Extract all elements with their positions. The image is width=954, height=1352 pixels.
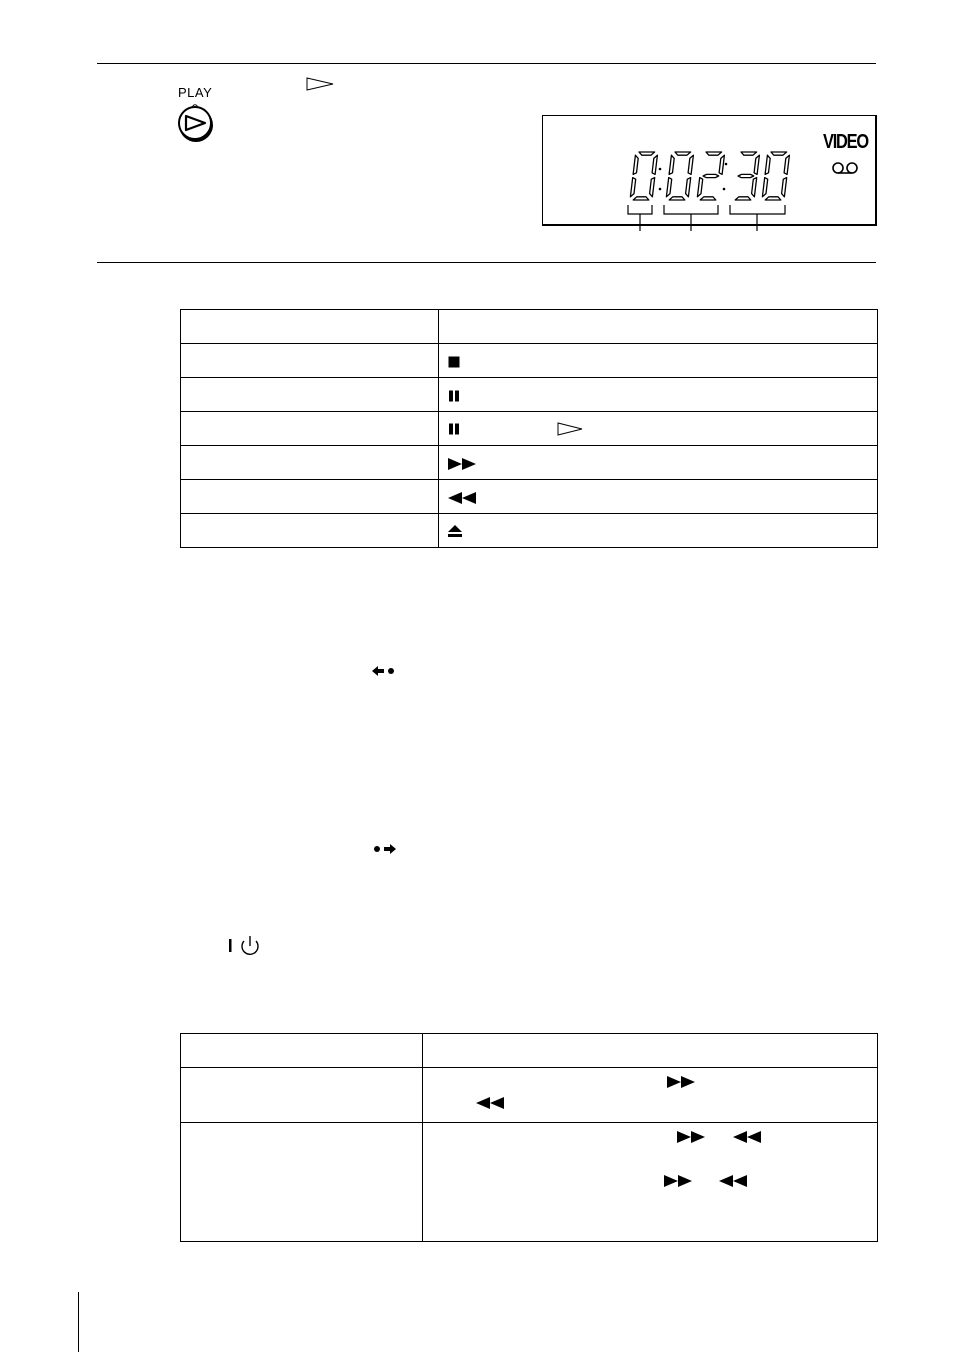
digit-segment <box>650 178 655 197</box>
page-margin-line <box>78 1292 79 1352</box>
digit-segment <box>762 178 767 197</box>
play-button[interactable] <box>174 103 218 145</box>
power-icon <box>227 934 261 956</box>
table-header-cell <box>439 310 878 344</box>
digit-segment <box>633 155 638 174</box>
table-row <box>181 412 878 446</box>
fast-forward-icon <box>677 1131 707 1143</box>
dot-arrow-right-icon <box>373 843 397 855</box>
operation-table <box>180 309 878 548</box>
table-row <box>181 378 878 412</box>
table-header-cell <box>423 1034 878 1068</box>
rewind-icon <box>719 1175 749 1187</box>
digit-segment <box>719 155 724 174</box>
counter-colon-top <box>725 163 728 166</box>
fast-forward-icon <box>448 458 478 470</box>
digit-segment <box>666 178 671 197</box>
digit-segment <box>703 174 719 177</box>
search-table <box>180 1033 878 1242</box>
rewind-icon <box>733 1131 763 1143</box>
table-row <box>181 446 878 480</box>
counter-digit <box>735 152 759 200</box>
rewind-icon <box>448 492 478 504</box>
table-row <box>181 1034 878 1068</box>
minutes-bracket <box>664 205 718 231</box>
digit-segment <box>752 178 757 197</box>
digit-segment <box>738 174 754 177</box>
table-row <box>181 344 878 378</box>
fast-forward-icon <box>667 1076 697 1088</box>
play-button-label: PLAY <box>178 85 213 100</box>
section-rule <box>97 262 876 263</box>
digit-segment <box>765 155 770 174</box>
table-row <box>181 1068 878 1123</box>
counter-digit <box>666 152 693 200</box>
top-rule <box>97 63 876 64</box>
digit-segment <box>741 152 757 155</box>
pause-icon <box>448 423 460 435</box>
digit-segment <box>686 178 691 197</box>
table-row <box>181 1123 878 1242</box>
table-header-cell <box>181 1034 423 1068</box>
table-row <box>181 514 878 548</box>
digit-segment <box>669 155 674 174</box>
play-outline-icon <box>306 77 334 91</box>
play-outline-icon <box>557 422 583 436</box>
counter-dot <box>659 168 662 171</box>
digit-segment <box>688 155 693 174</box>
cassette-icon <box>830 161 860 175</box>
digit-segment <box>652 155 657 174</box>
digit-segment <box>784 155 789 174</box>
digit-segment <box>735 197 751 200</box>
seconds-bracket <box>730 205 785 231</box>
counter-digit <box>697 152 724 200</box>
digit-segment <box>706 152 722 155</box>
digit-segment <box>754 155 759 174</box>
table-row <box>181 480 878 514</box>
digit-segment <box>697 178 702 197</box>
digit-segment <box>700 197 716 200</box>
digit-segment <box>633 197 649 200</box>
rewind-icon <box>476 1097 506 1109</box>
stop-icon <box>448 356 460 368</box>
digit-segment <box>630 178 635 197</box>
counter-dot <box>659 188 662 191</box>
eject-icon <box>448 525 462 538</box>
digit-segment <box>765 197 781 200</box>
table-header-cell <box>181 310 439 344</box>
digit-segment <box>782 178 787 197</box>
arrow-left-dot-icon <box>372 665 396 677</box>
fast-forward-icon <box>664 1175 694 1187</box>
video-indicator: VIDEO <box>823 131 868 153</box>
digit-segment <box>675 152 691 155</box>
counter-digits <box>620 148 800 238</box>
counter-colon-bottom <box>723 188 726 191</box>
counter-digit <box>762 152 789 200</box>
pause-icon <box>448 390 460 402</box>
digit-segment <box>771 152 787 155</box>
hours-bracket <box>628 205 652 231</box>
digit-segment <box>639 152 655 155</box>
digit-segment <box>669 197 685 200</box>
table-row <box>181 310 878 344</box>
counter-digit <box>630 152 657 200</box>
